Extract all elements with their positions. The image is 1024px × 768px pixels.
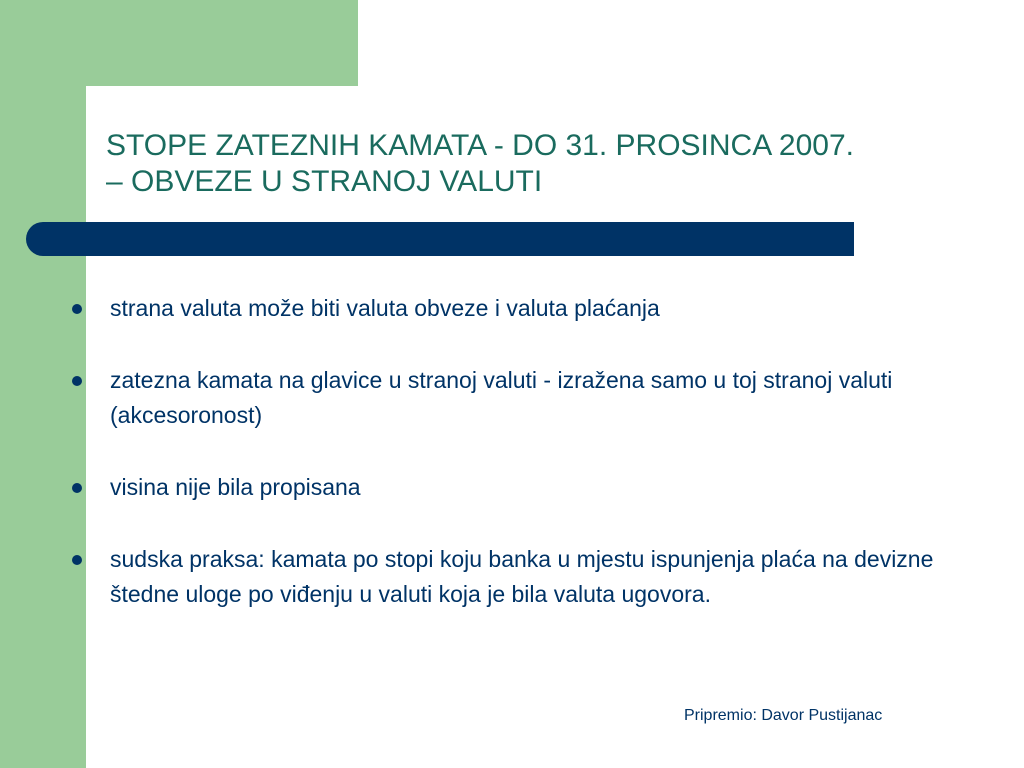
bullet-list bbox=[70, 291, 970, 612]
slide-title-line-1: STOPE ZATEZNIH KAMATA - DO 31. PROSINCA 2007. bbox=[106, 129, 854, 162]
bullet-text: sudska praksa: kamata po stopi koju banka u mjestu ispunjenja plaća na devizne štedne uloge po viđenju u valuti koja je bila valuta ugovora. bbox=[110, 546, 934, 607]
bullet-item bbox=[70, 291, 970, 326]
slide-title-line-2: – OBVEZE U STRANOJ VALUTI bbox=[106, 165, 543, 198]
bullet-dot-icon bbox=[72, 483, 82, 493]
bullet-text: zatezna kamata na glavice u stranoj valuti - izražena samo u toj stranoj valuti (akcesoronost) bbox=[110, 367, 893, 428]
top-green-block bbox=[86, 0, 358, 86]
bullet-item bbox=[70, 542, 970, 612]
author-footer: Pripremio: Davor Pustijanac bbox=[684, 707, 883, 724]
bullet-text: visina nije bila propisana bbox=[110, 474, 361, 500]
slide-title bbox=[106, 128, 986, 200]
title-underline-bar bbox=[26, 222, 854, 256]
bullet-item bbox=[70, 470, 970, 505]
bullet-dot-icon bbox=[72, 555, 82, 565]
bullet-dot-icon bbox=[72, 304, 82, 314]
bullet-text: strana valuta može biti valuta obveze i valuta plaćanja bbox=[110, 295, 660, 321]
bullet-item bbox=[70, 363, 970, 433]
bullet-dot-icon bbox=[72, 376, 82, 386]
